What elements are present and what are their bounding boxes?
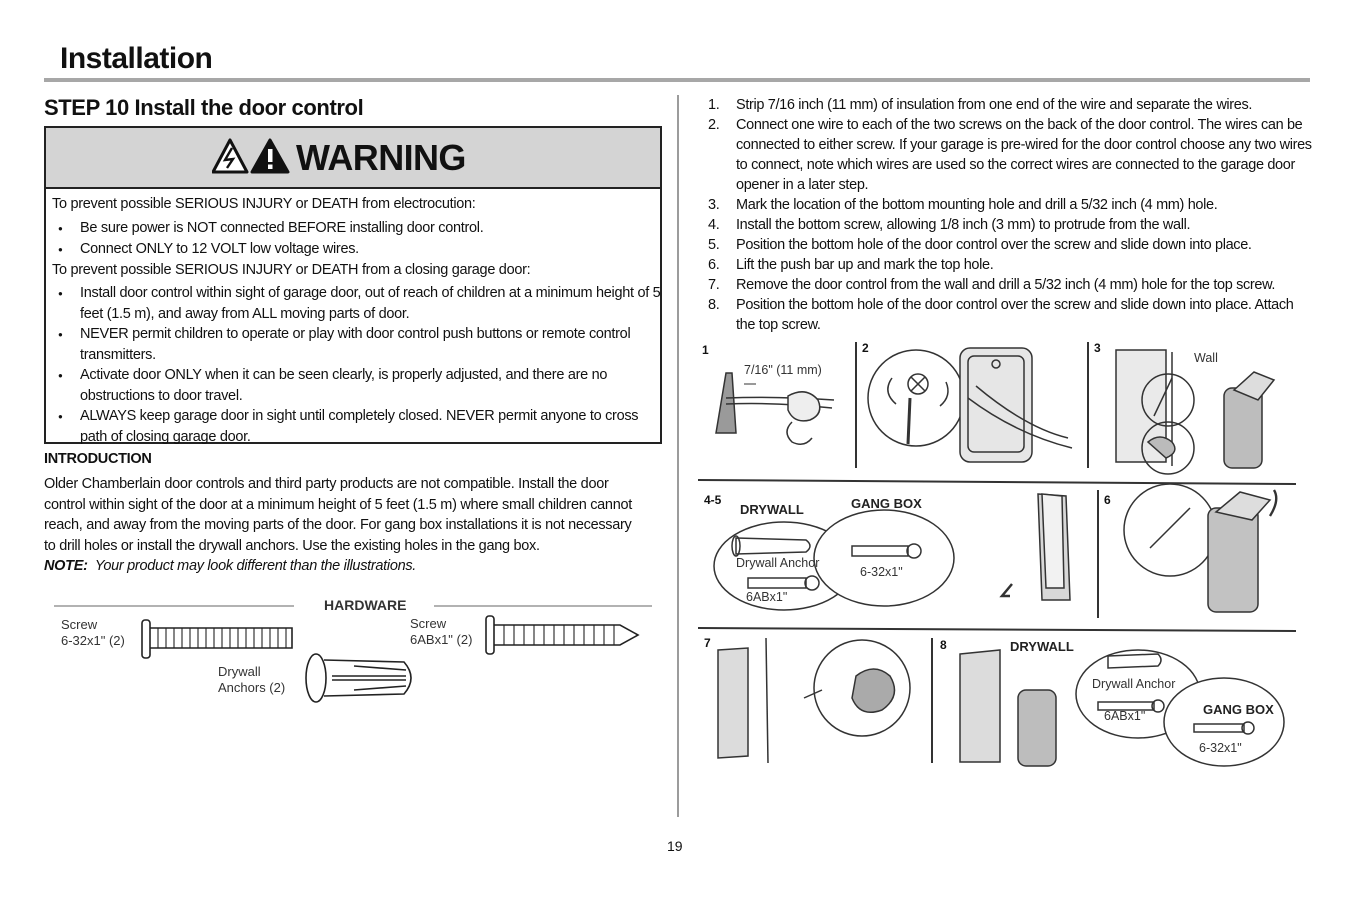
strip-length-label: 7/16" (11 mm) [744, 363, 822, 377]
screw-6ab-label: 6ABx1" [746, 590, 788, 604]
step-number: 8. [708, 297, 720, 313]
drywall-anchor-label: Drywall Anchor [1092, 677, 1176, 691]
illustration-number: 7 [704, 636, 711, 650]
step-number: 4. [708, 217, 720, 233]
step-text: Position the bottom hole of the door control over the screw and slide down into place. Attach the top screw. [736, 297, 1294, 333]
column-divider [677, 95, 679, 817]
anchor-label: Drywall [218, 664, 261, 679]
drill-top-hole-illustration [718, 638, 910, 763]
gang-box-label: GANG BOX [1203, 702, 1274, 717]
screw-632-label: 6-32x1" [1199, 741, 1242, 755]
install-step [704, 295, 1314, 335]
step-number: 7. [708, 277, 720, 293]
step-text: Position the bottom hole of the door control over the screw and slide down into place. [736, 237, 1252, 253]
introduction-heading: INTRODUCTION [44, 451, 152, 467]
drywall-label: DRYWALL [740, 502, 804, 517]
step-text: Lift the push bar up and mark the top hole. [736, 257, 994, 273]
drywall-anchor-label: Drywall Anchor [736, 556, 820, 570]
illustration-number: 4-5 [704, 493, 722, 507]
illustration-panel [696, 338, 1310, 768]
note [44, 558, 416, 574]
hardware-section [54, 590, 654, 710]
step-number: 6. [708, 257, 720, 273]
screw2-label: Screw [410, 616, 447, 631]
screw-632-label: 6-32x1" [860, 565, 903, 579]
page-title: Installation [60, 42, 213, 75]
hardware-title: HARDWARE [324, 597, 407, 613]
drywall-label: DRYWALL [1010, 639, 1074, 654]
illustration-number: 3 [1094, 341, 1101, 355]
machine-screw-icon [142, 620, 292, 658]
mark-and-drill-illustration [1116, 350, 1274, 474]
warning-list-electrocution [52, 218, 664, 259]
door-control-back-illustration [868, 348, 1072, 462]
screw2-size: 6ABx1" (2) [410, 632, 473, 647]
step-text: Strip 7/16 inch (11 mm) of insulation from one end of the wire and separate the wires. [736, 97, 1253, 113]
introduction-text: Older Chamberlain door controls and third party products are not compatible. Install the door control within sight of the door at a minimum height of 5 feet (1.5 m) where small children cannot reach, and away from the moving parts of the door. For gang box installations it is not necessary to drill holes or install the drywall anchors. Use the existing holes in the gang box. [44, 476, 632, 554]
install-step [704, 235, 1314, 255]
step-number: 2. [708, 117, 720, 133]
step-text: Remove the door control from the wall and drill a 5/32 inch (4 mm) hole for the top screw. [736, 277, 1276, 293]
install-step [704, 195, 1314, 215]
illustration-number: 6 [1104, 493, 1111, 507]
drywall-anchor-icon [306, 654, 411, 702]
warning-intro-closing-door: To prevent possible SERIOUS INJURY or DEATH from a closing garage door: [52, 262, 531, 278]
install-steps-list [704, 95, 1314, 335]
illustration-number: 2 [862, 341, 869, 355]
anchor-count: Anchors (2) [218, 680, 286, 695]
step-text: Mark the location of the bottom mounting hole and drill a 5/32 inch (4 mm) hole. [736, 197, 1218, 213]
warning-list-closing-door [52, 283, 664, 447]
step-number: 5. [708, 237, 720, 253]
screw1-size: 6-32x1" (2) [61, 633, 125, 648]
warning-hazard-icon [212, 138, 296, 178]
install-step [704, 95, 1314, 115]
step-number: 3. [708, 197, 720, 213]
step-text: Install the bottom screw, allowing 1/8 inch (3 mm) to protrude from the wall. [736, 217, 1191, 233]
warning-box [44, 126, 662, 444]
illustration-number: 1 [702, 343, 709, 357]
step-text: Connect one wire to each of the two screws on the back of the door control. The wires can be connected to either screw. If your garage is pre-wired for the door control choose any two wires to connect, note which wires are used so the correct wires are connected to the garage door opener in a later step. [736, 117, 1312, 193]
note-label: NOTE: [44, 558, 88, 574]
warning-bullet: ● Be sure power is NOT connected BEFORE installing door control. [52, 218, 664, 239]
install-step [704, 115, 1314, 195]
wall-label: Wall [1194, 351, 1218, 365]
screw-6ab-label: 6ABx1" [1104, 709, 1146, 723]
sheet-metal-screw-icon [486, 616, 638, 654]
warning-header [46, 128, 660, 189]
screw1-label: Screw [61, 617, 98, 632]
title-rule [44, 78, 1310, 82]
warning-bullet: ● Activate door ONLY when it can be seen clearly, is properly adjusted, and there are no obstructions to door travel. [52, 365, 664, 406]
warning-label: WARNING [296, 137, 466, 178]
install-step [704, 275, 1314, 295]
step-number: 1. [708, 97, 720, 113]
warning-bullet: ● ALWAYS keep garage door in sight until completely closed. NEVER permit anyone to cross path of closing garage door. [52, 406, 664, 447]
wire-stripper-illustration [716, 373, 834, 444]
install-step [704, 255, 1314, 275]
warning-bullet: ● NEVER permit children to operate or play with door control push buttons or remote control transmitters. [52, 324, 664, 365]
note-text: Your product may look different than the illustrations. [94, 558, 417, 574]
page-number: 19 [667, 838, 683, 854]
step-heading: STEP 10 Install the door control [44, 95, 364, 120]
install-step [704, 215, 1314, 235]
lift-push-bar-illustration [1124, 484, 1276, 612]
gang-box-label: GANG BOX [851, 496, 922, 511]
warning-bullet: ● Install door control within sight of garage door, out of reach of children at a minimum height of 5 feet (1.5 m), and away from ALL moving parts of door. [52, 283, 664, 324]
illustration-number: 8 [940, 638, 947, 652]
warning-intro-electrocution: To prevent possible SERIOUS INJURY or DEATH from electrocution: [52, 196, 476, 212]
warning-bullet: ● Connect ONLY to 12 VOLT low voltage wires. [52, 239, 664, 260]
